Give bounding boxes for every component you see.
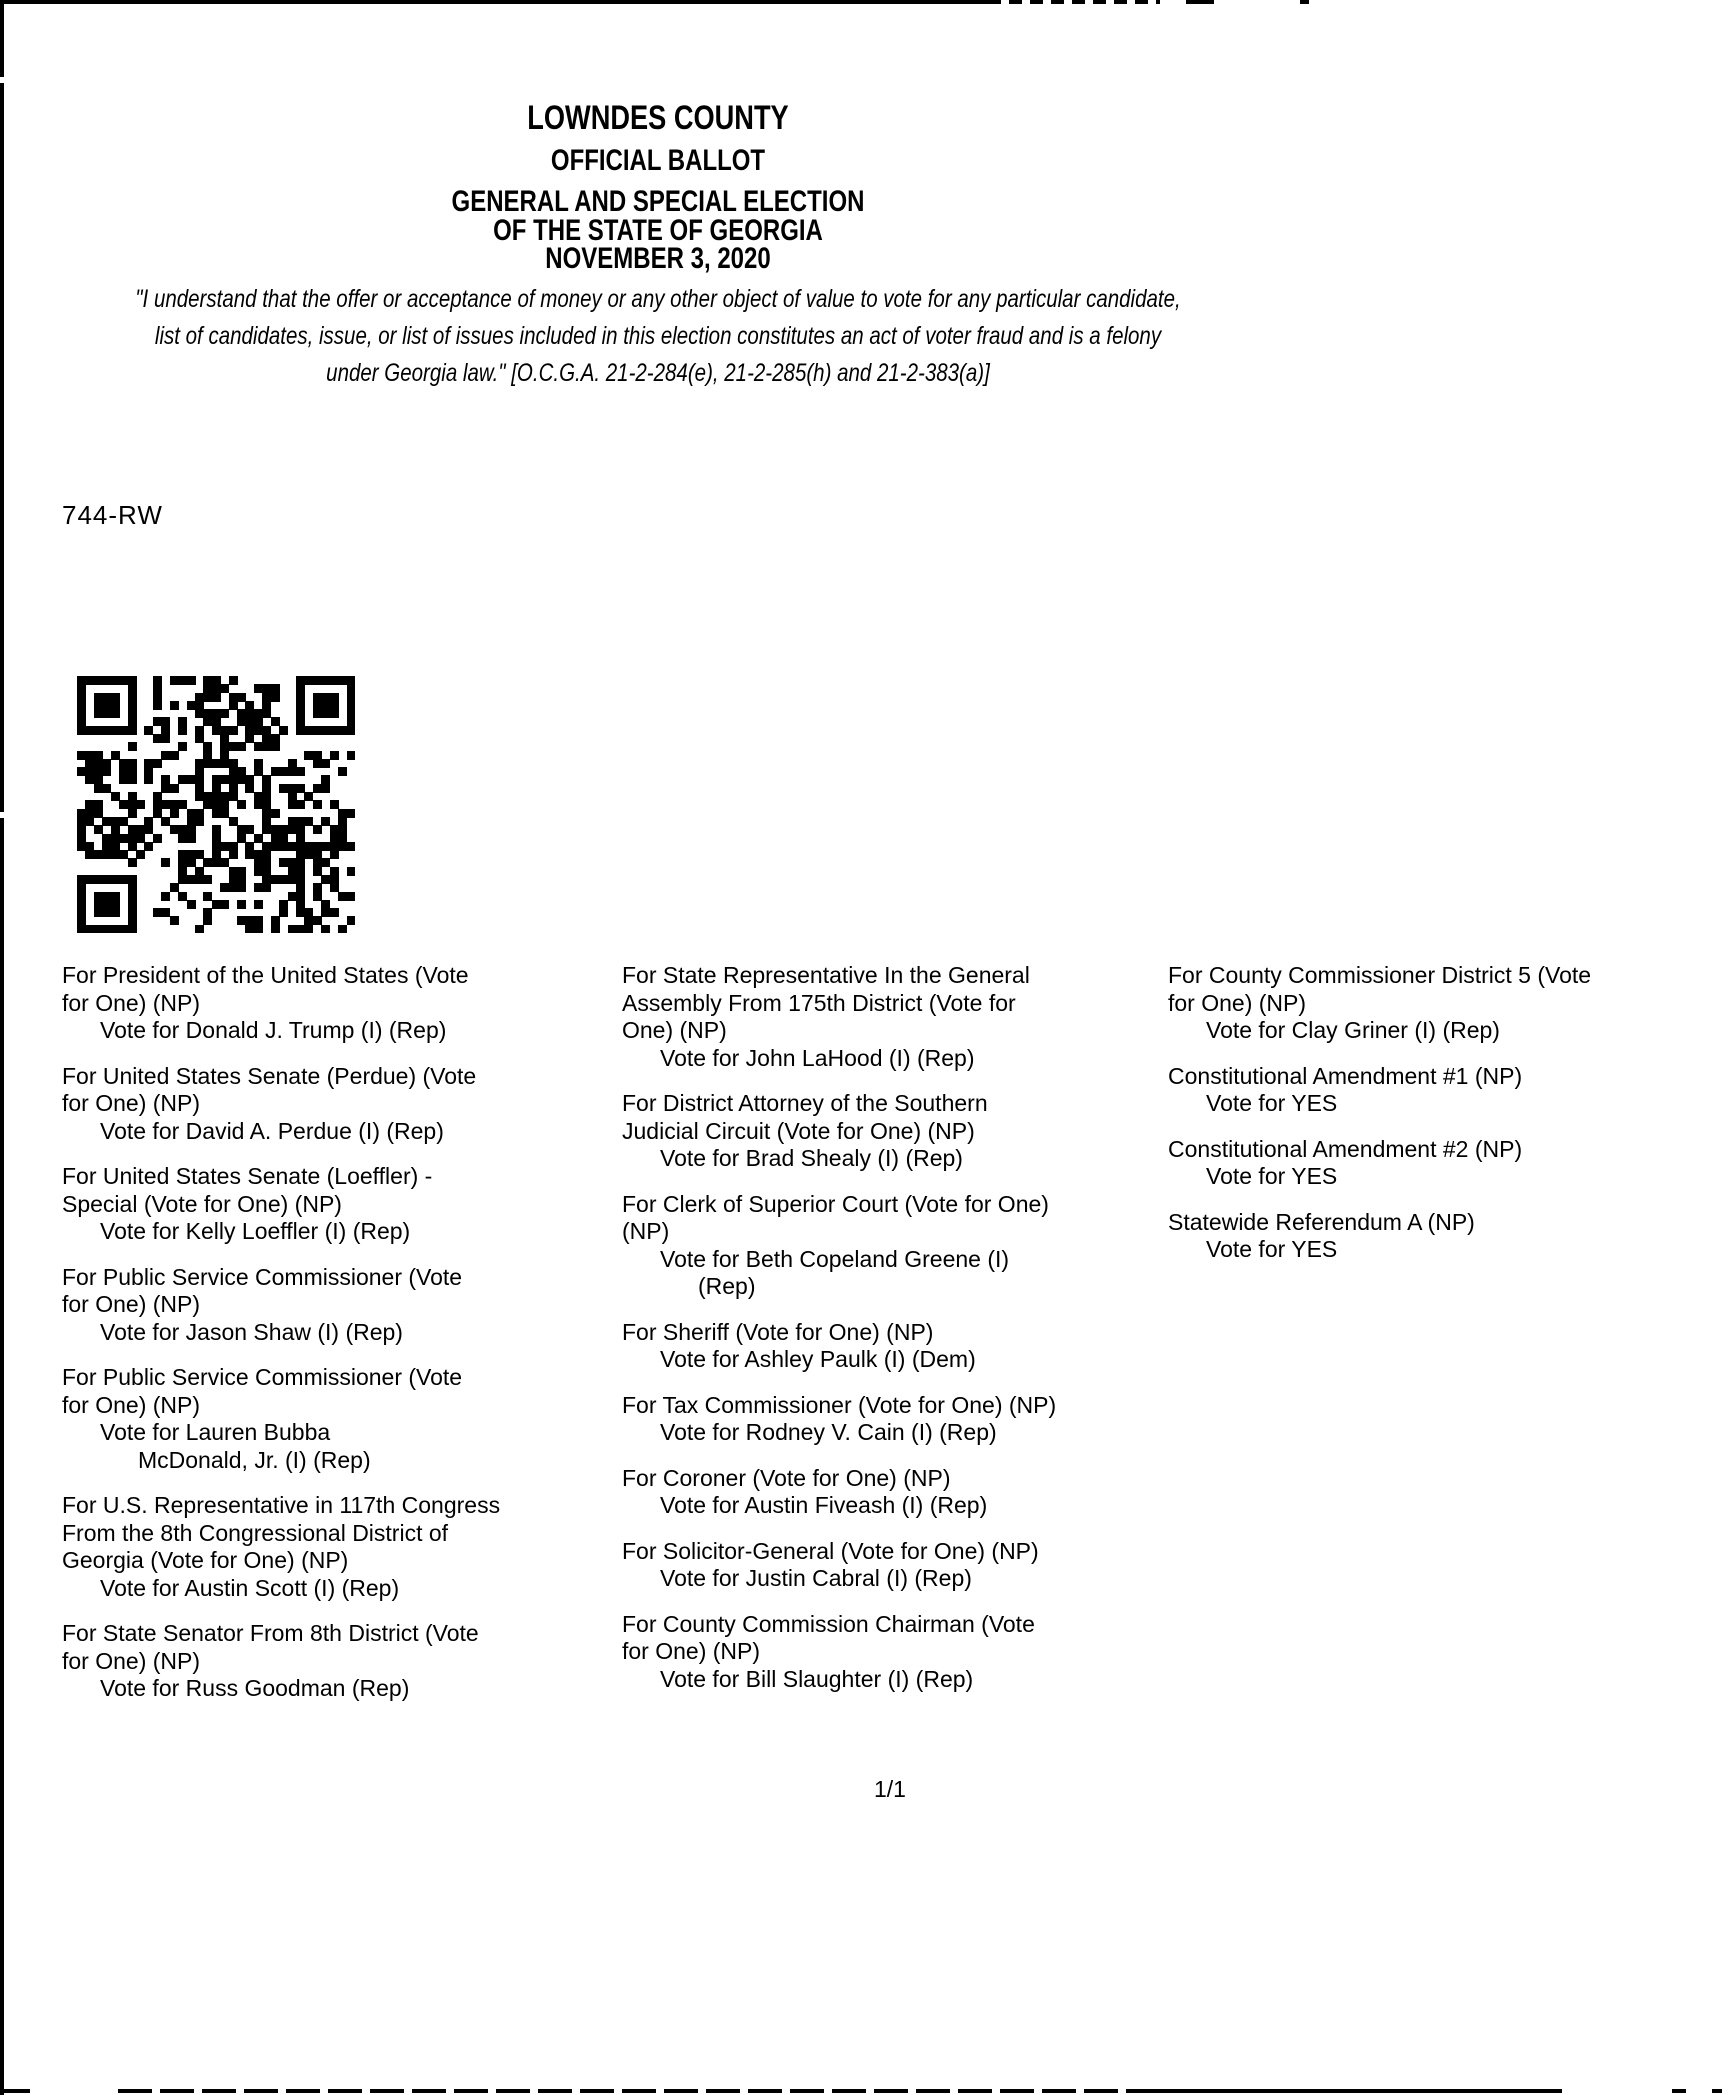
contest-title-line: For Clerk of Superior Court (Vote for One) (622, 1190, 1049, 1217)
contest-title-line: For United States Senate (Perdue) (Vote (62, 1062, 477, 1089)
contest-title-line: For President of the United States (Vote (62, 962, 469, 988)
contest-title-line: For State Senator From 8th District (Vote (62, 1620, 479, 1646)
vote-selection-line: Vote for Justin Cabral (I) (Rep) (660, 1565, 972, 1591)
contest-title-line: For County Commissioner District 5 (Vote (1168, 962, 1592, 988)
contest-title-line: for One) (NP) (62, 1090, 201, 1116)
disclaimer-line2: list of candidates, issue, or list of issues included in this election constitutes an act of voter fraud and is a felony (154, 322, 1162, 350)
vote-selection-line: Vote for YES (1206, 1090, 1338, 1116)
election-title-line2: OF THE STATE OF GEORGIA (493, 213, 823, 247)
contest-title-line: for One) (NP) (62, 1391, 201, 1418)
contest (62, 1620, 647, 1703)
contest-title-line: (NP) (622, 1218, 670, 1244)
contest-title-line: Constitutional Amendment #1 (NP) (1168, 1062, 1523, 1089)
contest-title-line: One) (NP) (622, 1017, 727, 1043)
contest-title-line: For Public Service Commissioner (Vote (62, 1263, 463, 1290)
contest (1168, 1136, 1728, 1191)
county-title: LOWNDES COUNTY (527, 99, 789, 137)
ballot-type-title: OFFICIAL BALLOT (550, 144, 766, 177)
disclaimer-line1: "I understand that the offer or acceptance of money or any other object of value to vote for any particular candidate, (135, 285, 1181, 313)
page-border-top (0, 0, 988, 4)
page-border-bottom-dashed (118, 2089, 1138, 2093)
vote-selection-line: Vote for Donald J. Trump (I) (Rep) (100, 1017, 447, 1043)
vote-selection-line: Vote for Rodney V. Cain (I) (Rep) (660, 1419, 997, 1445)
border-notch (0, 812, 4, 818)
contest (622, 1392, 1182, 1447)
page-border-top-tick (1300, 0, 1309, 4)
contest-title-line: For Tax Commissioner (Vote for One) (NP) (622, 1391, 1057, 1418)
page-border-top-dashed (988, 0, 1160, 4)
vote-selection-line: Vote for David A. Perdue (I) (Rep) (100, 1117, 444, 1144)
contest-title-line: For County Commission Chairman (Vote (622, 1610, 1035, 1637)
contest-title-line: for One) (NP) (1168, 989, 1307, 1016)
vote-selection-line: Vote for Beth Copeland Greene (I) (660, 1245, 1010, 1272)
contest-title-line: For Solicitor-General (Vote for One) (NP) (622, 1537, 1039, 1564)
contest-title-line: For U.S. Representative in 117th Congress (62, 1492, 501, 1518)
contest (622, 1465, 1182, 1520)
vote-selection-line: Vote for Ashley Paulk (I) (Dem) (660, 1346, 976, 1372)
contest-title-line: For Public Service Commissioner (Vote (62, 1364, 463, 1390)
page-border-bottom-tick (1712, 2089, 1722, 2093)
contest (622, 1191, 1182, 1301)
contest-title-line: for One) (NP) (62, 1291, 201, 1317)
contest (622, 1319, 1182, 1374)
contest (1168, 962, 1728, 1045)
contest-title-line: Special (Vote for One) (NP) (62, 1190, 342, 1217)
contest-title-line: for One) (NP) (62, 989, 201, 1016)
vote-selection-line: Vote for Clay Griner (I) (Rep) (1206, 1017, 1500, 1043)
contest-column-3 (1168, 962, 1728, 1282)
contest-title-line: for One) (NP) (62, 1647, 201, 1674)
contest-title-line: For Sheriff (Vote for One) (NP) (622, 1318, 934, 1345)
contest (1168, 1063, 1728, 1118)
contest-title-line: For United States Senate (Loeffler) - (62, 1163, 433, 1189)
contest (622, 1538, 1182, 1593)
vote-selection-line: Vote for Austin Scott (I) (Rep) (100, 1574, 400, 1601)
contest (62, 1163, 647, 1246)
contest (62, 1264, 647, 1347)
contest-title-line: For State Representative In the General (622, 962, 1030, 988)
vote-selection-line: Vote for YES (1206, 1236, 1338, 1262)
contest (62, 1364, 647, 1474)
vote-selection-line: Vote for John LaHood (I) (Rep) (660, 1044, 975, 1071)
contest-title-line: for One) (NP) (622, 1638, 761, 1664)
contest (62, 962, 647, 1045)
contest (62, 1063, 647, 1146)
election-date: NOVEMBER 3, 2020 (545, 242, 771, 275)
vote-selection-line: Vote for Kelly Loeffler (I) (Rep) (100, 1218, 411, 1244)
page-border-top-dash (1186, 0, 1214, 4)
contest (1168, 1209, 1728, 1264)
vote-selection-line: (Rep) (698, 1273, 756, 1299)
contest-title-line: For Coroner (Vote for One) (NP) (622, 1464, 951, 1491)
contest-title-line: Judicial Circuit (Vote for One) (NP) (622, 1117, 975, 1144)
vote-selection-line: Vote for Bill Slaughter (I) (Rep) (660, 1665, 974, 1692)
contest-title-line: Georgia (Vote for One) (NP) (62, 1547, 349, 1573)
ballot-header (0, 100, 1316, 274)
page-border-bottom (1138, 2089, 1562, 2093)
contest-title-line: Assembly From 175th District (Vote for (622, 989, 1016, 1016)
contest (62, 1492, 647, 1602)
disclaimer-line3: under Georgia law." [O.C.G.A. 21-2-284(e), 21-2-285(h) and 21-2-383(a)] (326, 359, 990, 387)
fraud-disclaimer (0, 281, 1316, 392)
vote-selection-line: Vote for Brad Shealy (I) (Rep) (660, 1145, 963, 1171)
contest-title-line: Constitutional Amendment #2 (NP) (1168, 1135, 1523, 1162)
vote-selection-line: McDonald, Jr. (I) (Rep) (138, 1446, 371, 1473)
ballot-style-code: 744-RW (62, 500, 163, 530)
contest-column-2 (622, 962, 1182, 1711)
contest-title-line: For District Attorney of the Southern (622, 1090, 988, 1116)
election-title-line1: GENERAL AND SPECIAL ELECTION (451, 185, 865, 218)
vote-selection-line: Vote for Jason Shaw (I) (Rep) (100, 1318, 403, 1345)
contest (622, 1090, 1182, 1173)
page-number: 1/1 (874, 1776, 906, 1802)
contest-title-line: Statewide Referendum A (NP) (1168, 1208, 1475, 1235)
vote-selection-line: Vote for Russ Goodman (Rep) (100, 1675, 410, 1701)
vote-selection-line: Vote for Lauren Bubba (100, 1419, 331, 1445)
contest (622, 1611, 1182, 1694)
contest (622, 962, 1182, 1072)
vote-selection-line: Vote for YES (1206, 1163, 1338, 1189)
contest-column-1 (62, 962, 647, 1721)
qr-code (77, 676, 355, 933)
border-notch (0, 77, 4, 83)
contest-title-line: From the 8th Congressional District of (62, 1519, 449, 1546)
page-border-bottom (0, 2089, 30, 2093)
vote-selection-line: Vote for Austin Fiveash (I) (Rep) (660, 1492, 988, 1518)
page-border-bottom-tick (1672, 2089, 1686, 2093)
